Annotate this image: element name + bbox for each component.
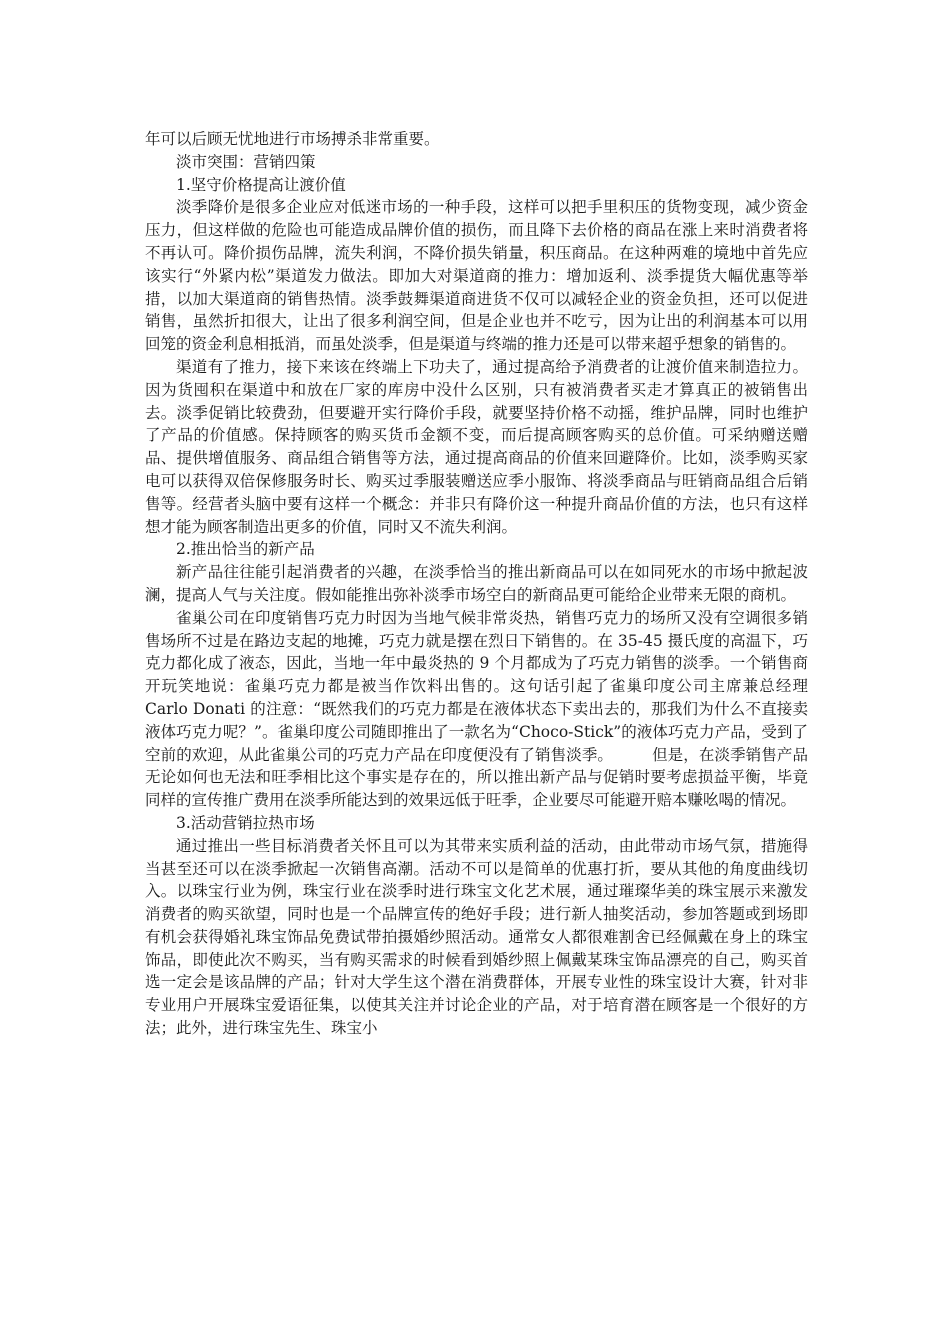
body-paragraph: 渠道有了推力，接下来该在终端上下功夫了，通过提高给予消费者的让渡价值来制造拉力。因为货囤积在渠道中和放在厂家的库房中没什么区别，只有被消费者买走才算真正的被销售出去。淡季促销比较费劲，但要避开实行降价手段，就要坚持价格不动摇，维护品牌，同时也维护了产品的价值感。保持顾客的购买货币金额不变，而后提高顾客购买的总价值。可采纳赠送赠品、提供增值服务、商品组合销售等方法，通过提高商品的价值来回避降价。比如，淡季购买家电可以获得双倍保修服务时长、购买过季服装赠送应季小服饰、将淡季商品与旺销商品组合后销售等。经营者头脑中要有这样一个概念：并非只有降价这一种提升商品价值的方法，也只有这样想才能为顾客制造出更多的价值，同时又不流失利润。: [145, 357, 808, 536]
body-paragraph: 雀巢公司在印度销售巧克力时因为当地气候非常炎热，销售巧克力的场所又没有空调很多销售场所不过是在路边支起的地摊，巧克力就是摆在烈日下销售的。在 35-45 摄氏度的高温下，巧克力都化成了液态，因此，当地一年中最炎热的 9 个月都成为了巧克力销售的淡季。一个销售商开玩笑地说：雀巢巧克力都是被当作饮料出售的。这句话引起了雀巢印度公司主席兼总经理 Carlo Donati 的注意：“既然我们的巧克力都是在液体状态下卖出去的，那我们为什么不直接卖液体巧克力呢？”。雀巢印度公司随即推出了一款名为“Choco-Stick”的液体巧克力产品，受到了空前的欢迎，从此雀巢公司的巧克力产品在印度便没有了销售淡季。 但是，在淡季销售产品无论如何也无法和旺季相比这个事实是存在的，所以推出新产品与促销时要考虑损益平衡，毕竟同样的宣传推广费用在淡季所能达到的效果远低于旺季，企业要尽可能避开赔本赚吆喝的情况。: [145, 608, 808, 810]
body-paragraph: 新产品往往能引起消费者的兴趣，在淡季恰当的推出新商品可以在如同死水的市场中掀起波澜，提高人气与关注度。假如能推出弥补淡季市场空白的新商品更可能给企业带来无限的商机。: [145, 563, 808, 604]
section-heading: 淡市突围：营销四策: [176, 152, 316, 171]
paragraph-continued: 年可以后顾无忧地进行市场搏杀非常重要。: [145, 130, 440, 148]
body-paragraph: 淡季降价是很多企业应对低迷市场的一种手段，这样可以把手里积压的货物变现，减少资金压力，但这样做的危险也可能造成品牌价值的损伤，而且降下去价格的商品在涨上来时消费者将不再认可。降价损伤品牌，流失利润，不降价损失销量，积压商品。在这种两难的境地中首先应该实行“外紧内松”渠道发力做法。即加大对渠道商的推力：增加返利、淡季提货大幅优惠等举措，以加大渠道商的销售热情。淡季鼓舞渠道商进货不仅可以减轻企业的资金负担，还可以促进销售，虽然折扣很大，让出了很多利润空间，但是企业也并不吃亏，因为让出的利润基本可以用回笼的资金利息相抵消，而虽处淡季，但是渠道与终端的推力还是可以带来超乎想象的销售的。: [145, 198, 808, 354]
subsection-heading-2: 2.推出恰当的新产品: [176, 540, 315, 559]
document-body: [145, 128, 808, 1040]
subsection-heading-3: 3.活动营销拉热市场: [176, 813, 315, 832]
subsection-heading-1: 1.坚守价格提高让渡价值: [176, 175, 346, 194]
body-paragraph: 通过推出一些目标消费者关怀且可以为其带来实质利益的活动，由此带动市场气氛，措施得当甚至还可以在淡季掀起一次销售高潮。活动不可以是简单的优惠打折，要从其他的角度曲线切入。以珠宝行业为例，珠宝行业在淡季时进行珠宝文化艺术展，通过璀璨华美的珠宝展示来激发消费者的购买欲望，同时也是一个品牌宣传的绝好手段；进行新人抽奖活动，参加答题或到场即有机会获得婚礼珠宝饰品免费试带拍摄婚纱照活动。通常女人都很难割舍已经佩戴在身上的珠宝饰品，即使此次不购买，当有购买需求的时候看到婚纱照上佩戴某珠宝饰品漂亮的自己，购买首选一定会是该品牌的产品；针对大学生这个潜在消费群体，开展专业性的珠宝设计大赛，针对非专业用户开展珠宝爱语征集，以使其关注并讨论企业的产品，对于培育潜在顾客是一个很好的方法；此外，进行珠宝先生、珠宝小: [145, 836, 808, 1038]
